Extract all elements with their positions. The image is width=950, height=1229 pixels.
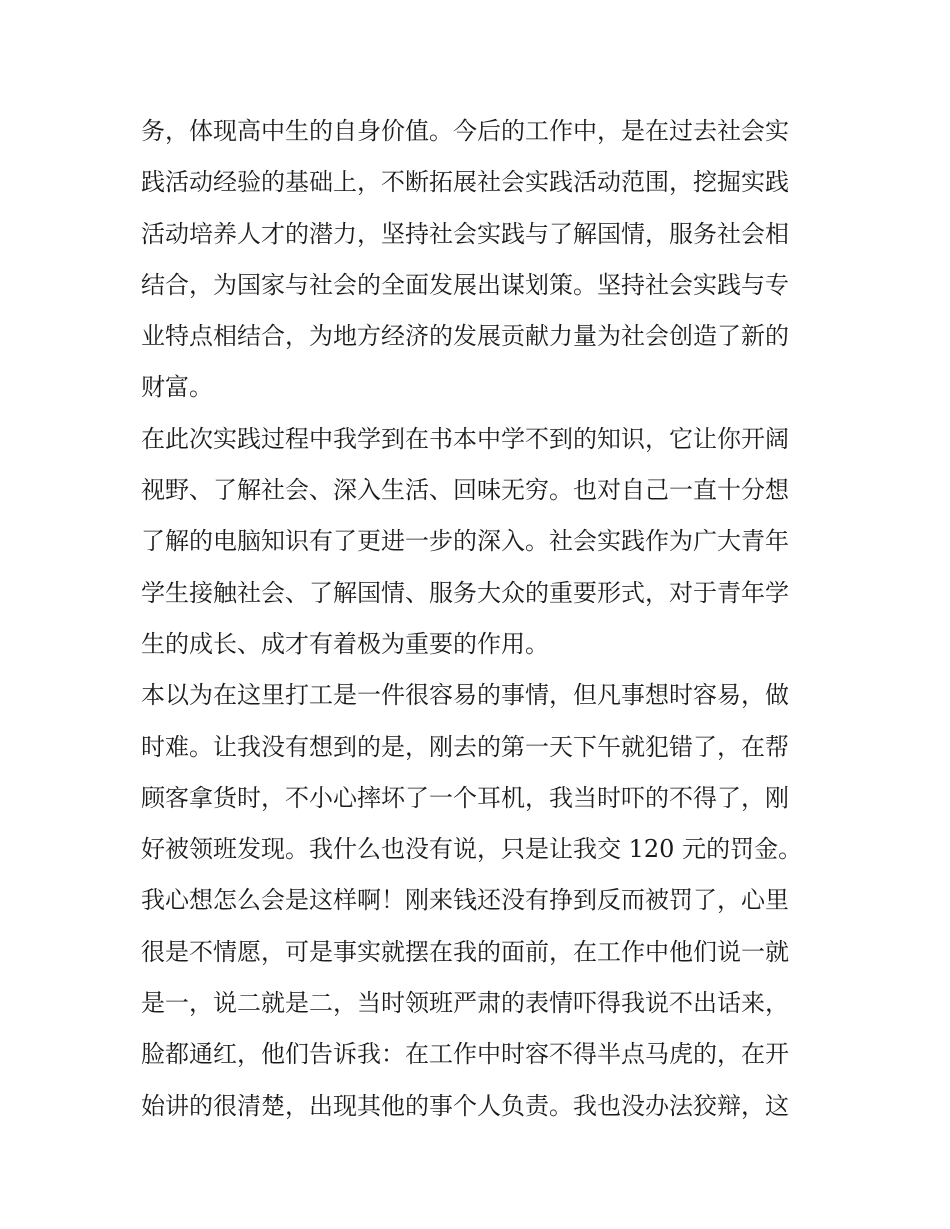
text-line: 脸都通红，他们告诉我：在工作中时容不得半点马虎的，在开 (141, 1040, 789, 1069)
text-line: 本以为在这里打工是一件很容易的事情，但凡事想时容易，做 (141, 681, 789, 710)
text-line: 财富。 (141, 373, 213, 402)
text-line: 了解的电脑知识有了更进一步的深入。社会实践作为广大青年 (141, 527, 789, 556)
text-line: 始讲的很清楚，出现其他的事个人负责。我也没办法狡辩，这 (141, 1091, 789, 1120)
text-line: 践活动经验的基础上，不断拓展社会实践活动范围，挖掘实践 (141, 168, 789, 197)
text-line: 业特点相结合，为地方经济的发展贡献力量为社会创造了新的 (141, 322, 789, 351)
text-line: 是一，说二就是二，当时领班严肃的表情吓得我说不出话来， (141, 989, 789, 1018)
text-line: 结合，为国家与社会的全面发展出谋划策。坚持社会实践与专 (141, 270, 789, 299)
text-line: 顾客拿货时，不小心摔坏了一个耳机，我当时吓的不得了，刚 (141, 783, 789, 812)
text-line: 活动培养人才的潜力，坚持社会实践与了解国情，服务社会相 (141, 219, 789, 248)
text-line: 我心想怎么会是这样啊！刚来钱还没有挣到反而被罚了，心里 (141, 886, 789, 915)
text-line: 在此次实践过程中我学到在书本中学不到的知识，它让你开阔 (141, 424, 789, 453)
text-line: 生的成长、成才有着极为重要的作用。 (141, 629, 549, 658)
text-line: 时难。让我没有想到的是，刚去的第一天下午就犯错了，在帮 (141, 732, 789, 761)
text-line: 好被领班发现。我什么也没有说，只是让我交 120 元的罚金。 (141, 835, 803, 864)
text-line: 视野、了解社会、深入生活、回味无穷。也对自己一直十分想 (141, 476, 789, 505)
text-line: 很是不情愿，可是事实就摆在我的面前，在工作中他们说一就 (141, 937, 789, 966)
text-line: 学生接触社会、了解国情、服务大众的重要形式，对于青年学 (141, 578, 789, 607)
text-line: 务，体现高中生的自身价值。今后的工作中，是在过去社会实 (141, 117, 789, 145)
body-text (141, 106, 821, 1132)
